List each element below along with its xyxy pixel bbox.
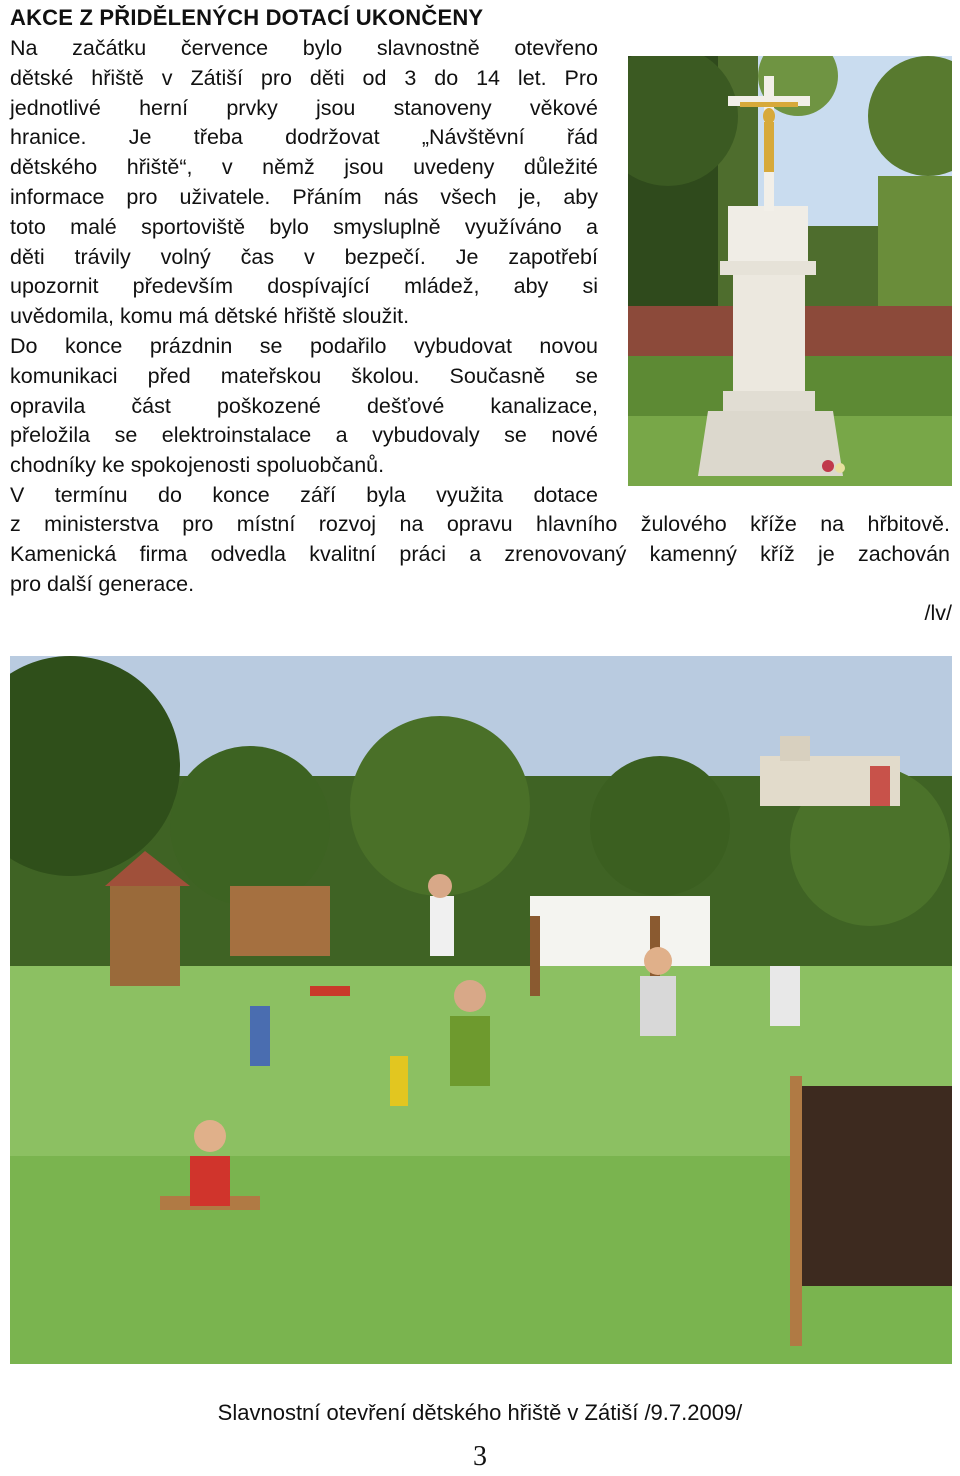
page-number: 3: [473, 1441, 487, 1472]
text-line: toto malé sportoviště bylo smysluplně využíváno a: [10, 214, 598, 239]
text-line: upozornit především dospívající mládež, aby si: [10, 274, 598, 299]
stone-cross-photo: [628, 56, 952, 486]
article-full-width-text: [10, 510, 950, 599]
text-line: dětské hřiště v Zátiší pro děti od 3 do 14 let. Pro: [10, 65, 598, 90]
text-line: jednotlivé herní prvky jsou stanoveny věkové: [10, 95, 598, 120]
text-line: přeložila se elektroinstalace a vybudovaly se nové: [10, 423, 598, 448]
text-line: komunikaci před mateřskou školou. Současně se: [10, 363, 598, 388]
text-line: děti trávily volný čas v bezpečí. Je zapotřebí: [10, 244, 598, 269]
text-line: pro další generace.: [10, 571, 195, 596]
text-line: hranice. Je třeba dodržovat „Návštěvní řád: [10, 125, 598, 150]
text-line: informace pro uživatele. Přáním nás všech je, aby: [10, 184, 598, 209]
text-line: dětského hřiště“, v němž jsou uvedeny důležité: [10, 155, 598, 180]
text-line: Kamenická firma odvedla kvalitní práci a zrenovovaný kamenný kříž je zachován: [10, 541, 950, 566]
playground-photo: [10, 656, 952, 1364]
text-line: Na začátku července bylo slavnostně otevřeno: [10, 36, 598, 60]
text-line: Do konce prázdnin se podařilo vybudovat novou: [10, 333, 598, 358]
text-line: V termínu do konce září byla využita dotace: [10, 482, 598, 507]
article-column-text: [10, 34, 598, 511]
text-line: chodníky ke spokojenosti spoluobčanů.: [10, 453, 385, 478]
article-headline: AKCE Z PŘIDĚLENÝCH DOTACÍ UKONČENY: [10, 5, 484, 30]
text-line: opravila část poškozené dešťové kanalizace,: [10, 393, 598, 418]
photo-caption: Slavnostní otevření dětského hřiště v Zátiší /9.7.2009/: [217, 1400, 743, 1425]
author-signature: /lv/: [924, 601, 952, 625]
text-line: z ministerstva pro místní rozvoj na opravu hlavního žulového kříže na hřbitově.: [10, 512, 950, 536]
text-line: uvědomila, komu má dětské hřiště sloužit.: [10, 304, 410, 329]
